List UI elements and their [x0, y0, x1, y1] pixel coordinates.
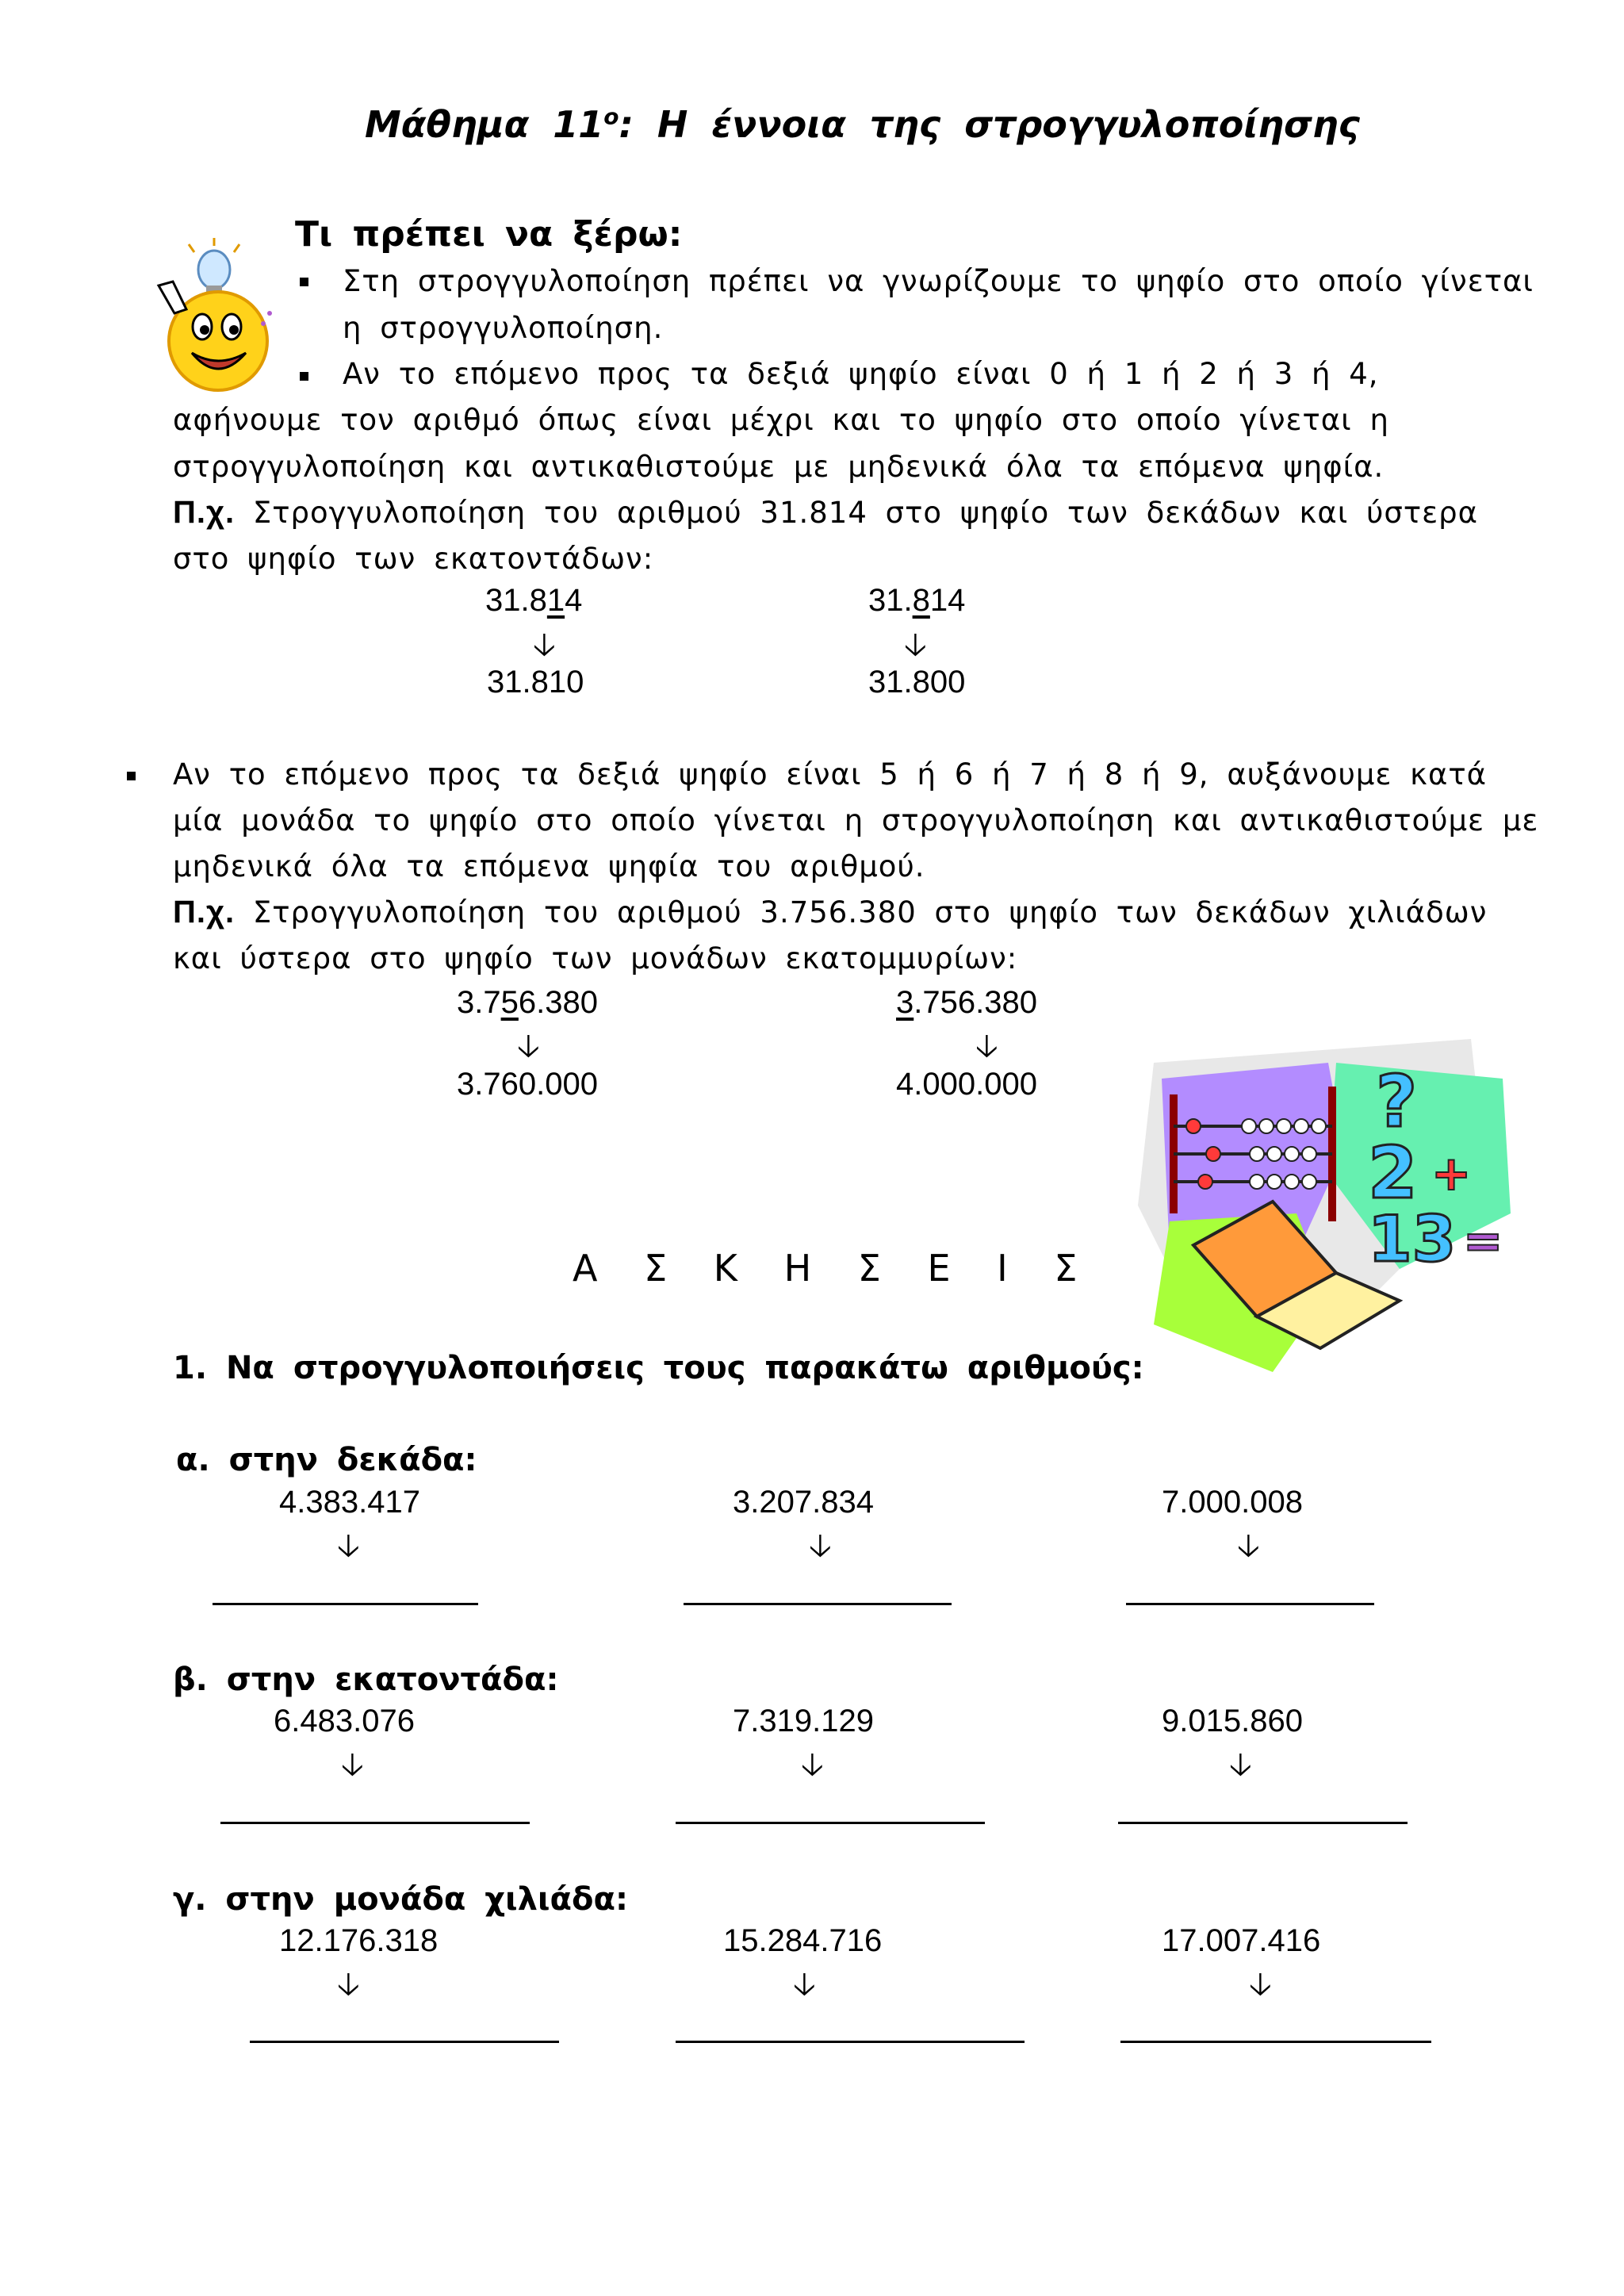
rounding-digit: 8 — [912, 583, 930, 618]
example2-result-a: 3.760.000 — [457, 1067, 598, 1102]
down-arrow-icon: 🡣 — [341, 1746, 364, 1783]
title-rest: : Η έννοια της στρογγυλοποίησης — [619, 103, 1360, 146]
example2-line1: Στρογγυλοποίηση του αριθμού 3.756.380 στο ψηφίο των δεκάδων χιλιάδων — [252, 895, 1488, 930]
digits-after: 4 — [565, 583, 583, 618]
down-arrow-icon: 🡣 — [801, 1746, 824, 1783]
rounding-digit: 1 — [546, 583, 565, 618]
answer-field[interactable] — [684, 1603, 952, 1605]
digits-before: 3.7 — [457, 985, 501, 1020]
exercise-c-label: γ. στην μονάδα χιλιάδα: — [173, 1881, 628, 1918]
exercise-b-number-1: 6.483.076 — [274, 1704, 415, 1738]
example2-result-b: 4.000.000 — [896, 1067, 1037, 1102]
down-arrow-icon: 🡣 — [533, 627, 556, 663]
down-arrow-icon: 🡣 — [809, 1527, 832, 1564]
rule2-line2: αφήνουμε τον αριθμό όπως είναι μέχρι και το ψηφίο στο οποίο γίνεται η — [173, 403, 1389, 437]
exercise-a-number-1: 4.383.417 — [279, 1485, 420, 1520]
bullet-marker — [127, 772, 136, 780]
rule3-line1: Αν το επόμενο προς τα δεξιά ψηφίο είναι 5 ή 6 ή 7 ή 8 ή 9, αυξάνουμε κατά — [173, 757, 1488, 792]
answer-field[interactable] — [213, 1603, 478, 1605]
bullet-marker — [300, 278, 308, 286]
answer-field[interactable] — [676, 2041, 1025, 2043]
example-label: Π.χ. — [173, 495, 236, 530]
title-main: Μάθημα 11 — [365, 103, 604, 146]
answer-field[interactable] — [1118, 1822, 1408, 1824]
down-arrow-icon: 🡣 — [337, 1527, 360, 1564]
example1-line2: στο ψηφίο των εκατοντάδων: — [173, 542, 654, 576]
answer-field[interactable] — [1120, 2041, 1431, 2043]
example1-number-b — [868, 583, 965, 619]
down-arrow-icon: 🡣 — [337, 1966, 360, 2003]
down-arrow-icon: 🡣 — [975, 1028, 998, 1064]
example2-number-b — [896, 985, 1037, 1021]
exercise-a-number-2: 3.207.834 — [733, 1485, 874, 1520]
digits-before: 31. — [868, 583, 913, 618]
example1-result-a: 31.810 — [487, 665, 584, 700]
rule3-line2: μία μονάδα το ψηφίο στο οποίο γίνεται η στρογγυλοποίηση και αντικαθιστούμε με — [173, 803, 1539, 838]
exercise-b-number-2: 7.319.129 — [733, 1704, 874, 1738]
digits-after: 14 — [929, 583, 966, 618]
title-superscript: ο — [603, 103, 619, 130]
digits-after: .756.380 — [914, 985, 1037, 1020]
answer-field[interactable] — [1126, 1603, 1374, 1605]
example1-result-b: 31.800 — [868, 665, 966, 700]
down-arrow-icon: 🡣 — [1229, 1746, 1252, 1783]
example2-text — [173, 895, 1487, 930]
digits-after: 6.380 — [518, 985, 598, 1020]
down-arrow-icon: 🡣 — [1237, 1527, 1260, 1564]
answer-field[interactable] — [220, 1822, 530, 1824]
exercise-1-prompt: 1. Να στρογγυλοποιήσεις τους παρακάτω αριθμούς: — [173, 1350, 1144, 1386]
exercise-b-number-3: 9.015.860 — [1162, 1704, 1303, 1738]
exercises-heading: Α Σ Κ Η Σ Ε Ι Σ — [573, 1247, 1095, 1290]
example2-line2: και ύστερα στο ψηφίο των μονάδων εκατομμυρίων: — [173, 941, 1018, 976]
bullet-marker — [300, 372, 308, 381]
example-label: Π.χ. — [173, 895, 236, 930]
exercise-a-number-3: 7.000.008 — [1162, 1485, 1303, 1520]
down-arrow-icon: 🡣 — [793, 1966, 816, 2003]
digits-before: 31.8 — [485, 583, 547, 618]
down-arrow-icon: 🡣 — [1249, 1966, 1272, 2003]
math-clipart-icon — [1138, 1031, 1519, 1380]
exercise-c-number-2: 15.284.716 — [723, 1923, 883, 1958]
rounding-digit: 5 — [500, 985, 519, 1020]
example1-line1: Στρογγυλοποίηση του αριθμού 31.814 στο ψηφίο των δεκάδων και ύστερα — [252, 496, 1479, 530]
down-arrow-icon: 🡣 — [517, 1028, 540, 1064]
exercise-c-number-1: 12.176.318 — [279, 1923, 439, 1958]
down-arrow-icon: 🡣 — [904, 627, 927, 663]
rule1-line2: η στρογγυλοποίηση. — [343, 311, 664, 345]
rounding-digit: 3 — [896, 985, 914, 1020]
answer-field[interactable] — [676, 1822, 985, 1824]
page-title — [365, 103, 1360, 146]
rule3-line3: μηδενικά όλα τα επόμενα ψηφία του αριθμού. — [173, 849, 925, 884]
example2-number-a — [457, 985, 598, 1021]
rule2-line1: Αν το επόμενο προς τα δεξιά ψηφίο είναι 0 ή 1 ή 2 ή 3 ή 4, — [343, 357, 1379, 391]
exercise-c-number-3: 17.007.416 — [1162, 1923, 1321, 1958]
svg-text:=: = — [1463, 1213, 1503, 1269]
svg-text:13: 13 — [1368, 1202, 1457, 1276]
svg-text:2: 2 — [1368, 1132, 1418, 1215]
example1-text — [173, 495, 1478, 531]
svg-text:+: + — [1431, 1146, 1472, 1202]
answer-field[interactable] — [250, 2041, 559, 2043]
lightbulb-smiley-icon — [143, 238, 278, 397]
rule1-line1: Στη στρογγυλοποίηση πρέπει να γνωρίζουμε το ψηφίο στο οποίο γίνεται — [343, 264, 1534, 298]
know-heading: Τι πρέπει να ξέρω: — [295, 214, 683, 255]
rule2-line3: στρογγυλοποίηση και αντικαθιστούμε με μηδενικά όλα τα επόμενα ψηφία. — [173, 450, 1385, 484]
svg-text:?: ? — [1376, 1060, 1418, 1144]
exercise-b-label: β. στην εκατοντάδα: — [173, 1662, 559, 1698]
exercise-a-label: α. στην δεκάδα: — [176, 1442, 477, 1478]
example1-number-a — [485, 583, 582, 619]
